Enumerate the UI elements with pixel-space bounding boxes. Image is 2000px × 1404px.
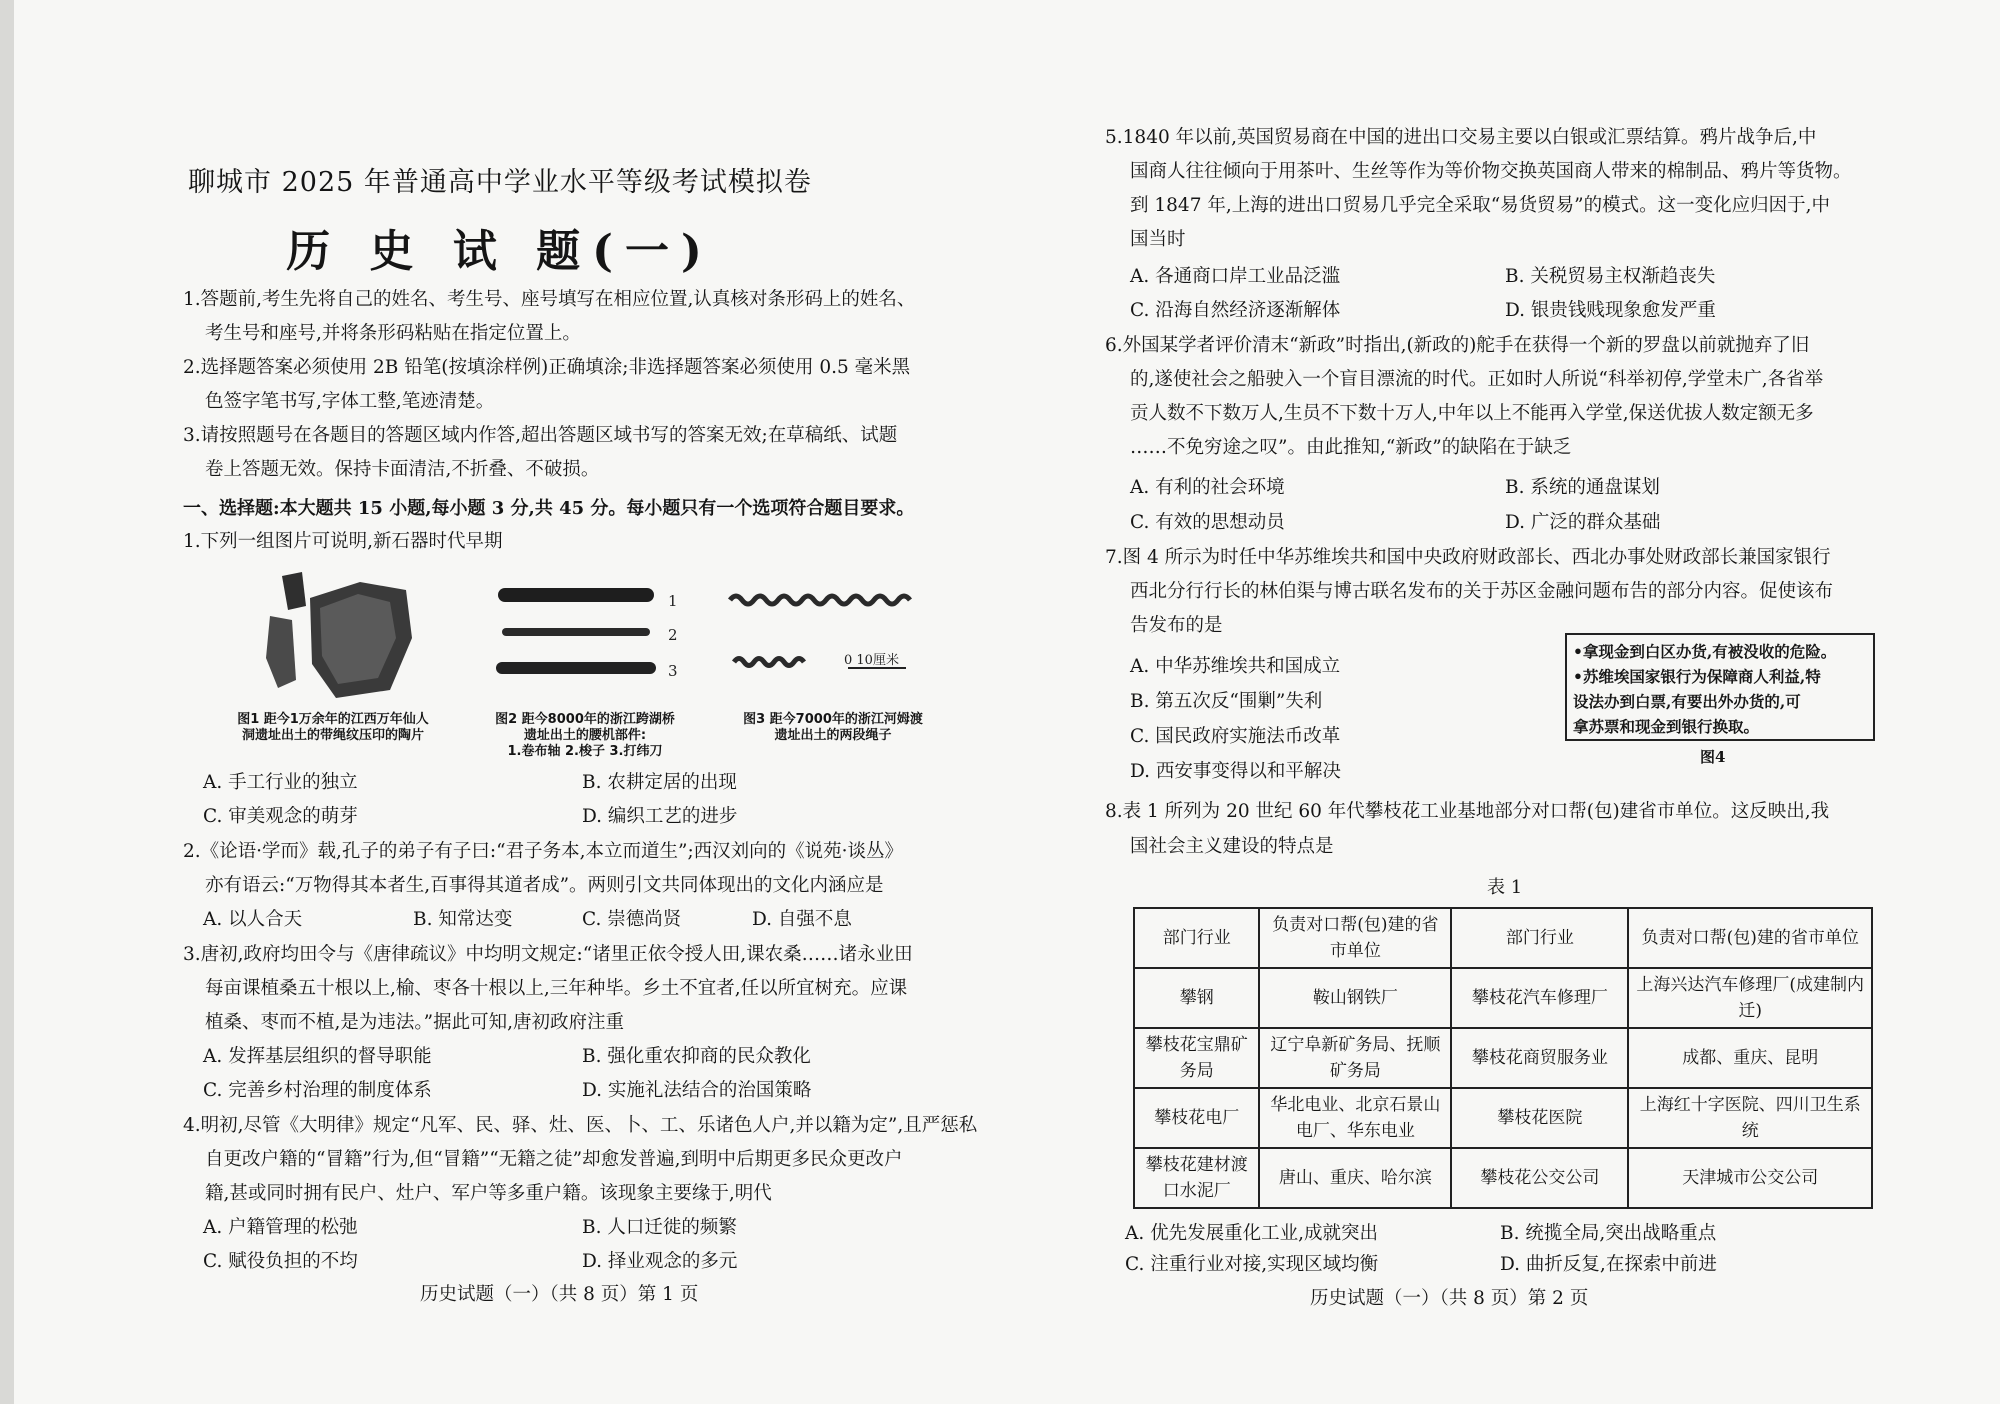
- q1-option-b[interactable]: B. 农耕定居的出现: [582, 772, 737, 793]
- loom-part-label: 2: [668, 626, 678, 644]
- question-2-line: 2.《论语·学而》载,孔子的弟子有子曰:“君子务本,本立而道生”;西汉刘向的《说苑·谈丛》: [183, 841, 904, 862]
- instruction-line: 1.答题前,考生先将自己的姓名、考生号、座号填写在相应位置,认真核对条形码上的姓名、: [183, 289, 916, 310]
- q2-option-c[interactable]: C. 崇德尚贤: [582, 909, 682, 930]
- question-7-line: 7.图 4 所示为时任中华苏维埃共和国中央政府财政部长、西北办事处财政部长兼国家银行: [1105, 547, 1831, 568]
- q4-option-c[interactable]: C. 赋役负担的不均: [203, 1251, 358, 1272]
- table-header-cell: 部门行业: [1134, 908, 1259, 968]
- table-cell: 成都、重庆、昆明: [1628, 1028, 1872, 1088]
- notice-line: •苏维埃国家银行为保障商人利益,特: [1573, 667, 1821, 686]
- table-1: [1133, 907, 1873, 1209]
- table-cell: 攀钢: [1134, 968, 1259, 1028]
- caption-line: 图1 距今1万余年的江西万年仙人: [237, 712, 429, 727]
- q8-option-d[interactable]: D. 曲折反复,在探索中前进: [1500, 1254, 1717, 1275]
- question-2-line: 亦有语云:“万物得其本者生,百事得其道者成”。两则引文共同体现出的文化内涵应是: [205, 875, 884, 896]
- table-cell: 华北电业、北京石景山电厂、华东电业: [1259, 1088, 1451, 1148]
- loom-part-label: 3: [668, 662, 678, 680]
- table-cell: 上海红十字医院、四川卫生系统: [1628, 1088, 1872, 1148]
- page-footer: 历史试题（一）（共 8 页）第 1 页: [420, 1284, 699, 1305]
- figure-4-label: 图4: [1700, 748, 1726, 766]
- q2-option-d[interactable]: D. 自强不息: [752, 909, 852, 930]
- q7-option-b[interactable]: B. 第五次反“围剿”失利: [1130, 691, 1323, 712]
- question-4-line: 自更改户籍的“冒籍”行为,但“冒籍”“无籍之徒”却愈发普遍,到明中后期更多民众更改户: [205, 1149, 903, 1170]
- table-header-cell: 负责对口帮(包)建的省市单位: [1628, 908, 1872, 968]
- q6-option-a[interactable]: A. 有利的社会环境: [1130, 477, 1285, 498]
- table-cell: 攀枝花电厂: [1134, 1088, 1259, 1148]
- q1-option-a[interactable]: A. 手工行业的独立: [203, 772, 358, 793]
- table-cell: 攀枝花公交公司: [1451, 1148, 1628, 1208]
- table-row: [1134, 1028, 1872, 1088]
- scale-label: 0 10厘米: [844, 653, 899, 668]
- q6-option-b[interactable]: B. 系统的通盘谋划: [1505, 477, 1660, 498]
- table-header-cell: 部门行业: [1451, 908, 1628, 968]
- question-8-line: 国社会主义建设的特点是: [1130, 836, 1334, 857]
- q3-option-d[interactable]: D. 实施礼法结合的治国策略: [582, 1080, 812, 1101]
- instruction-line: 2.选择题答案必须使用 2B 铅笔(按填涂样例)正确填涂;非选择题答案必须使用 0.5 毫米黑: [183, 357, 911, 378]
- pottery-shard-image: [266, 572, 412, 698]
- table-cell: 天津城市公交公司: [1628, 1148, 1872, 1208]
- question-1-stem: 1.下列一组图片可说明,新石器时代早期: [183, 531, 503, 552]
- table-cell: 上海兴达汽车修理厂(成建制内迁): [1628, 968, 1872, 1028]
- figure-3-caption: [718, 712, 948, 744]
- figure-2-caption: [470, 712, 700, 760]
- q3-option-a[interactable]: A. 发挥基层组织的督导职能: [203, 1046, 432, 1067]
- q6-option-c[interactable]: C. 有效的思想动员: [1130, 512, 1285, 533]
- figure-1-caption: [218, 712, 448, 744]
- instruction-line: 3.请按照题号在各题目的答题区域内作答,超出答题区域书写的答案无效;在草稿纸、试题: [183, 425, 898, 446]
- section-heading: 一、选择题:本大题共 15 小题,每小题 3 分,共 45 分。每小题只有一个选项符合题目要求。: [183, 498, 915, 519]
- question-5-line: 国商人往往倾向于用茶叶、生丝等作为等价物交换英国商人带来的棉制品、鸦片等货物。: [1130, 161, 1852, 182]
- q7-option-c[interactable]: C. 国民政府实施法币改革: [1130, 726, 1341, 747]
- question-7-line: 告发布的是: [1130, 615, 1223, 636]
- question-6-line: 6.外国某学者评价清末“新政”时指出,(新政的)舵手在获得一个新的罗盘以前就抛弃了旧: [1105, 335, 1810, 356]
- question-1-figures: [240, 568, 980, 708]
- table-1-title: 表 1: [1487, 877, 1523, 898]
- table-row: [1134, 1088, 1872, 1148]
- table-cell: 攀枝花商贸服务业: [1451, 1028, 1628, 1088]
- question-3-line: 3.唐初,政府均田令与《唐律疏议》中均明文规定:“诸里正依令授人田,课农桑……诸永业田: [183, 944, 913, 965]
- q5-option-d[interactable]: D. 银贵钱贱现象愈发严重: [1505, 300, 1716, 321]
- notice-line: 拿苏票和现金到银行换取。: [1573, 717, 1760, 736]
- q1-option-d[interactable]: D. 编织工艺的进步: [582, 806, 738, 827]
- q8-option-c[interactable]: C. 注重行业对接,实现区域均衡: [1125, 1254, 1379, 1275]
- q3-option-c[interactable]: C. 完善乡村治理的制度体系: [203, 1080, 432, 1101]
- q4-option-d[interactable]: D. 择业观念的多元: [582, 1251, 738, 1272]
- instruction-line: 考生号和座号,并将条形码粘贴在指定位置上。: [205, 323, 581, 344]
- question-6-line: 贡人数不下数万人,生员不下数十万人,中年以上不能再入学堂,保送优拔人数定额无多: [1130, 403, 1814, 424]
- notice-line: 设法办到白票,有要出外办货的,可: [1573, 692, 1801, 711]
- q5-option-b[interactable]: B. 关税贸易主权渐趋丧失: [1505, 266, 1716, 287]
- table-row: [1134, 968, 1872, 1028]
- q8-option-b[interactable]: B. 统揽全局,突出战略重点: [1500, 1223, 1717, 1244]
- table-cell: 攀枝花汽车修理厂: [1451, 968, 1628, 1028]
- instruction-line: 卷上答题无效。保持卡面清洁,不折叠、不破损。: [205, 459, 600, 480]
- table-cell: 攀枝花医院: [1451, 1088, 1628, 1148]
- page-footer: 历史试题（一）（共 8 页）第 2 页: [1310, 1288, 1589, 1309]
- caption-line: 遗址出土的两段绳子: [774, 728, 892, 743]
- q2-option-a[interactable]: A. 以人合天: [203, 909, 303, 930]
- q5-option-a[interactable]: A. 各通商口岸工业品泛滥: [1130, 266, 1341, 287]
- q1-option-c[interactable]: C. 审美观念的萌芽: [203, 806, 358, 827]
- caption-line: 1.卷布轴 2.梭子 3.打纬刀: [507, 744, 663, 759]
- exam-title: 聊城市 2025 年普通高中学业水平等级考试模拟卷: [188, 167, 812, 198]
- table-header-row: [1134, 908, 1872, 968]
- loom-parts-image: [496, 588, 656, 674]
- question-5-line: 5.1840 年以前,英国贸易商在中国的进出口交易主要以白银或汇票结算。鸦片战争后,中: [1105, 127, 1817, 148]
- question-6-line: 的,遂使社会之船驶入一个盲目漂流的时代。正如时人所说“科举初停,学堂未广,各省举: [1130, 369, 1824, 390]
- caption-line: 图2 距今8000年的浙江跨湖桥: [495, 712, 675, 727]
- question-6-line: ……不免穷途之叹”。由此推知,“新政”的缺陷在于缺乏: [1130, 437, 1572, 458]
- caption-line: 图3 距今7000年的浙江河姆渡: [743, 712, 923, 727]
- q8-option-a[interactable]: A. 优先发展重化工业,成就突出: [1125, 1223, 1379, 1244]
- notice-line: •拿现金到白区办货,有被没收的危险。: [1573, 642, 1837, 661]
- question-8-line: 8.表 1 所列为 20 世纪 60 年代攀枝花工业基地部分对口帮(包)建省市单位。这反映出,我: [1105, 801, 1830, 822]
- question-7-line: 西北分行行长的林伯渠与博古联名发布的关于苏区金融问题布告的部分内容。促使该布: [1130, 581, 1834, 602]
- q2-option-b[interactable]: B. 知常达变: [413, 909, 513, 930]
- exam-subtitle: 历 史 试 题(一): [286, 226, 714, 277]
- q4-option-b[interactable]: B. 人口迁徙的频繁: [582, 1217, 737, 1238]
- loom-part-label: 1: [668, 592, 678, 610]
- q3-option-b[interactable]: B. 强化重农抑商的民众教化: [582, 1046, 811, 1067]
- question-4-line: 籍,甚或同时拥有民户、灶户、军户等多重户籍。该现象主要缘于,明代: [205, 1183, 772, 1204]
- q5-option-c[interactable]: C. 沿海自然经济逐渐解体: [1130, 300, 1341, 321]
- caption-line: 遗址出土的腰机部件:: [523, 728, 647, 743]
- q7-option-d[interactable]: D. 西安事变得以和平解决: [1130, 761, 1341, 782]
- figure-4-notice: [1565, 633, 1875, 741]
- question-5-line: 国当时: [1130, 229, 1186, 250]
- table-cell: 攀枝花宝鼎矿务局: [1134, 1028, 1259, 1088]
- q4-option-a[interactable]: A. 户籍管理的松弛: [203, 1217, 358, 1238]
- table-row: [1134, 1148, 1872, 1208]
- table-header-cell: 负责对口帮(包)建的省市单位: [1259, 908, 1451, 968]
- instruction-line: 色签字笔书写,字体工整,笔迹清楚。: [205, 391, 495, 412]
- q7-option-a[interactable]: A. 中华苏维埃共和国成立: [1130, 656, 1341, 677]
- table-cell: 唐山、重庆、哈尔滨: [1259, 1148, 1451, 1208]
- table-cell: 鞍山钢铁厂: [1259, 968, 1451, 1028]
- q6-option-d[interactable]: D. 广泛的群众基础: [1505, 512, 1661, 533]
- question-5-line: 到 1847 年,上海的进出口贸易几乎完全采取“易货贸易”的模式。这一变化应归因于,中: [1130, 195, 1831, 216]
- table-cell: 攀枝花建材渡口水泥厂: [1134, 1148, 1259, 1208]
- question-3-line: 每亩课植桑五十根以上,榆、枣各十根以上,三年种毕。乡土不宜者,任以所宜树充。应课: [205, 978, 908, 999]
- question-4-line: 4.明初,尽管《大明律》规定“凡军、民、驿、灶、医、卜、工、乐诸色人户,并以籍为定”,且严惩私: [183, 1115, 978, 1136]
- question-3-line: 植桑、枣而不植,是为违法。”据此可知,唐初政府注重: [205, 1012, 624, 1033]
- table-cell: 辽宁阜新矿务局、抚顺矿务局: [1259, 1028, 1451, 1088]
- caption-line: 洞遗址出土的带绳纹压印的陶片: [241, 728, 424, 743]
